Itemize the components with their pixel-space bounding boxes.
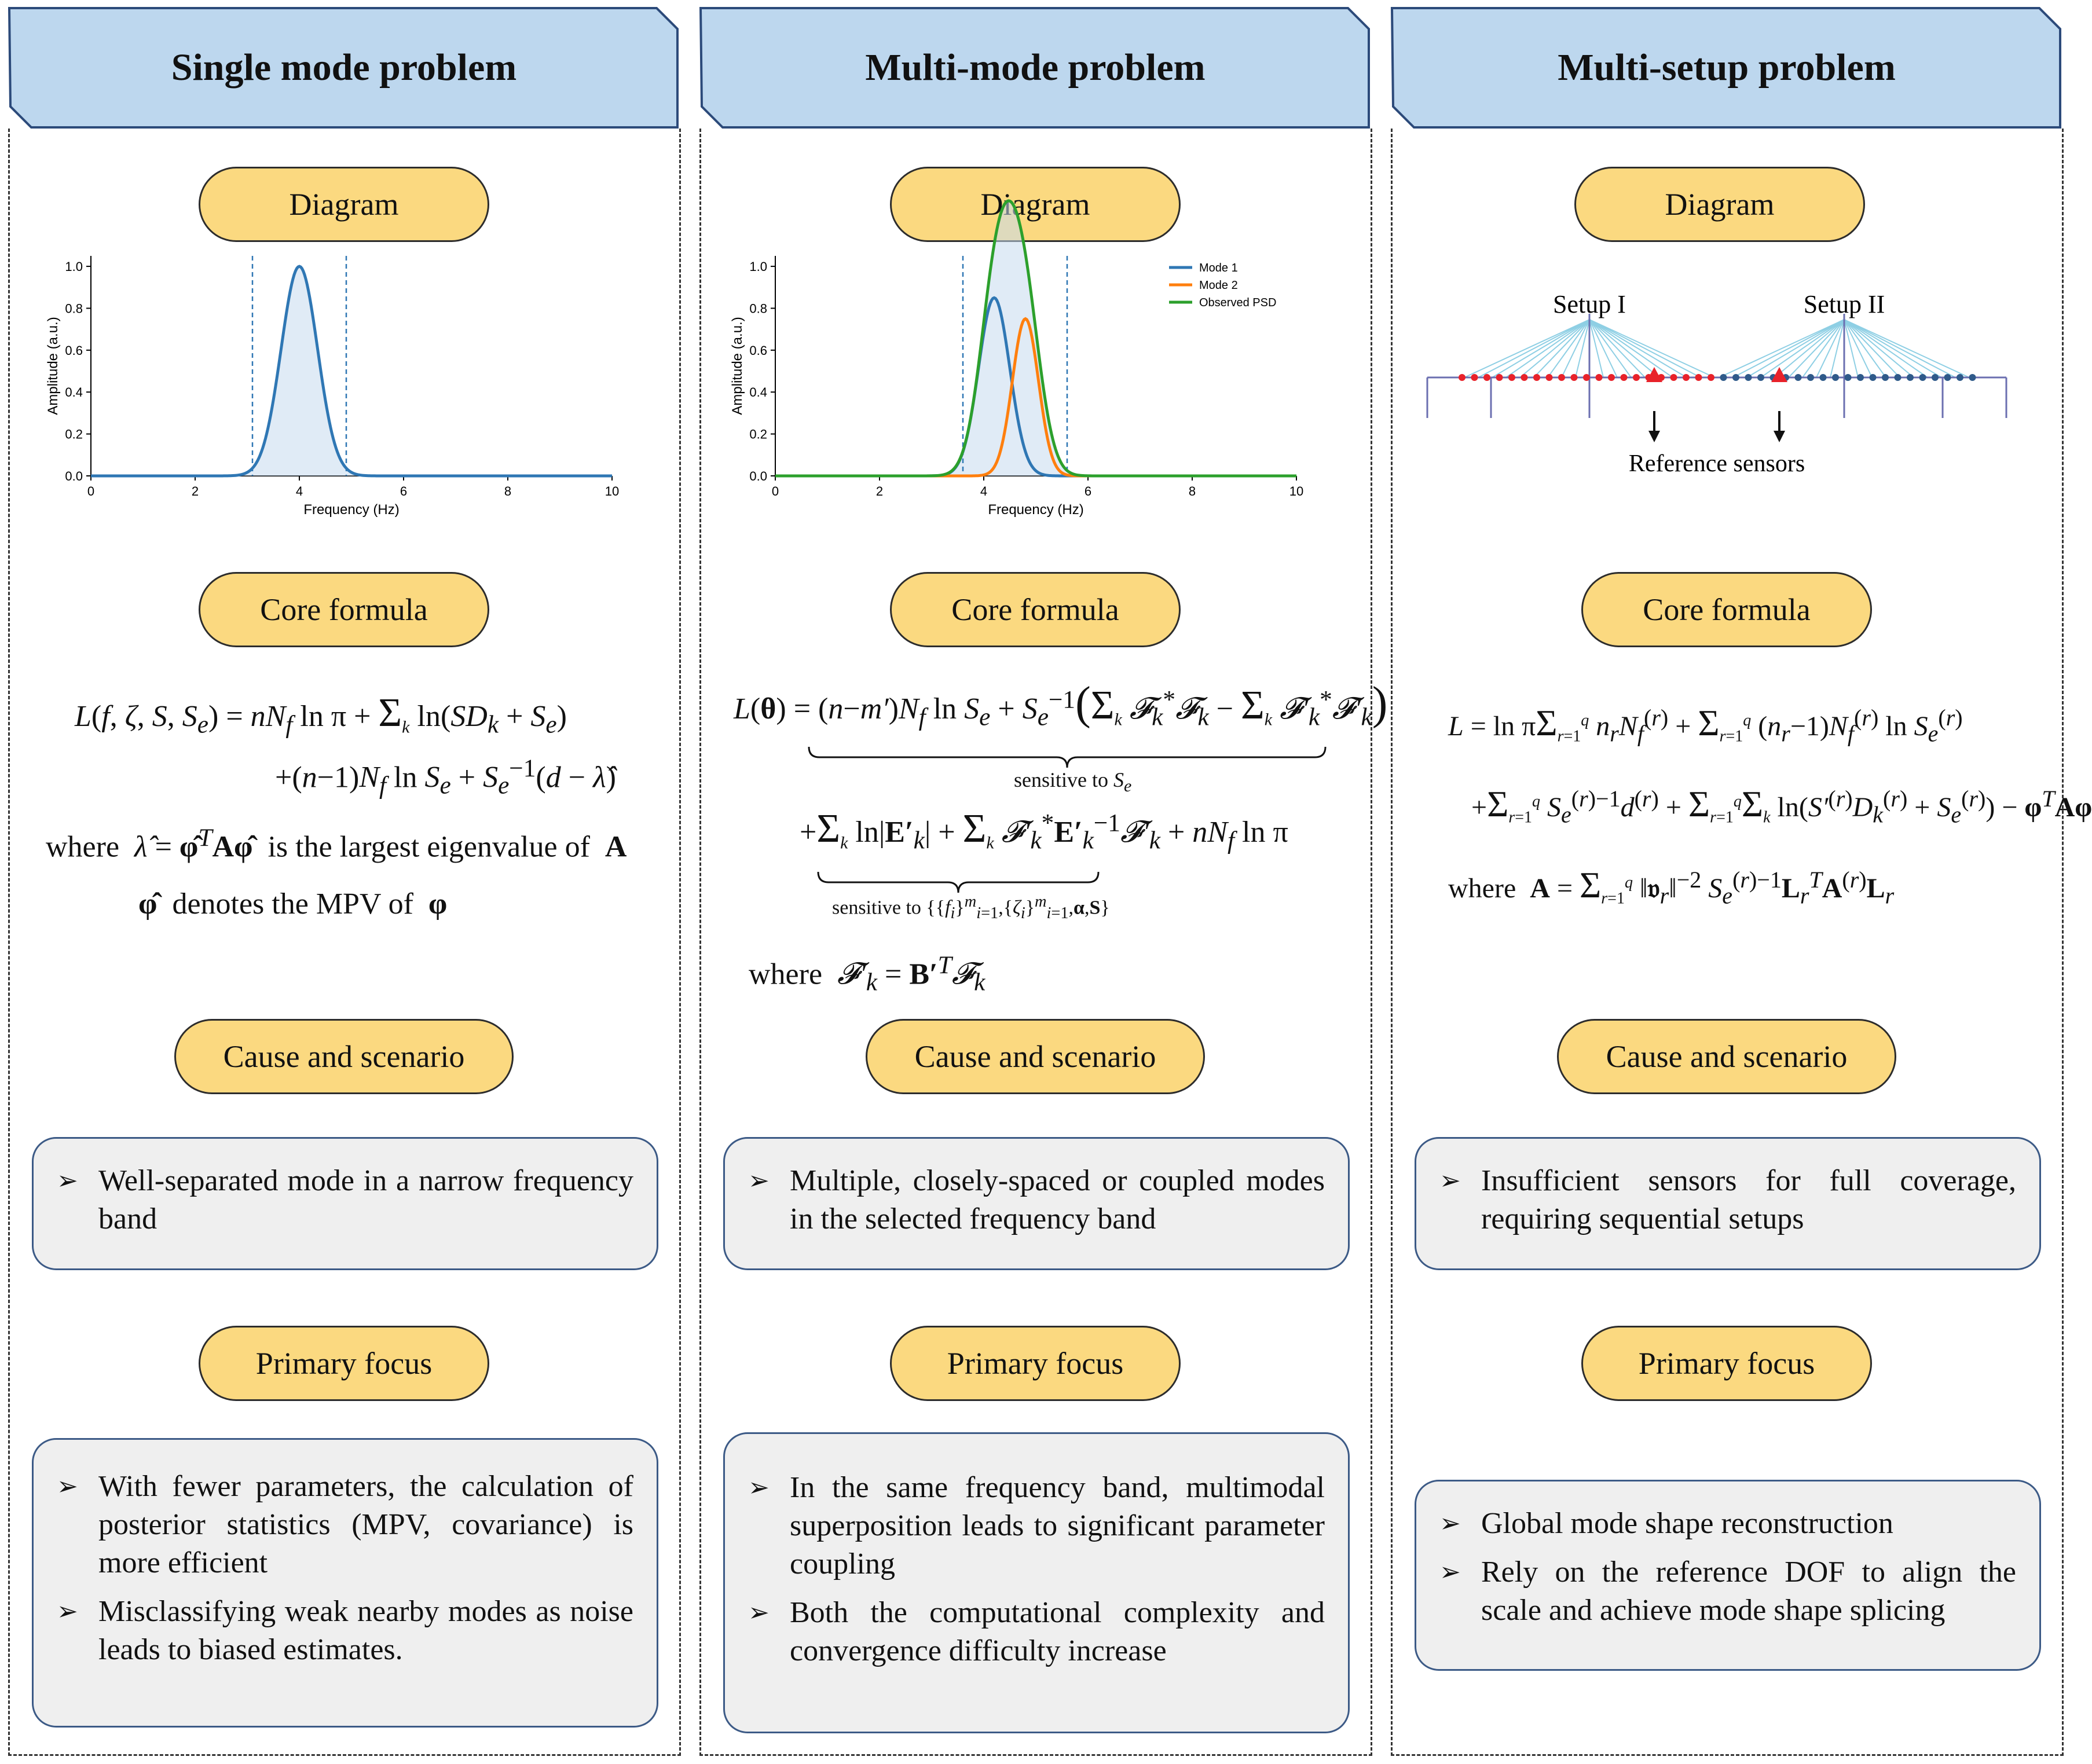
down-arrow-icon [1774,431,1785,442]
bullet-item: ➢ With fewer parameters, the calculation of posterior statistics (MPV, covariance) is more efficient [57,1468,633,1582]
x-tick-label: 8 [1188,484,1196,498]
diagram-label: Diagram [199,167,489,242]
core-formula-label: Core formula [890,572,1181,647]
bullet-item: ➢ Global mode shape reconstruction [1439,1505,2016,1543]
setup-2-label: Setup II [1803,290,1885,318]
x-tick-label: 8 [504,484,512,498]
column-header [1391,7,2062,129]
sensor-dot [1608,374,1615,381]
sensor-dot [1907,374,1914,381]
sensor-dot [1919,374,1926,381]
focus-box [1415,1480,2041,1671]
stay-cable [1844,320,1955,377]
primary-focus-label: Primary focus [199,1326,489,1401]
stay-cable [1478,320,1589,377]
stay-cable [1506,320,1589,377]
sensor-dot [1870,374,1877,381]
single-mode-chart [45,250,641,545]
y-tick-label: 0.4 [749,385,767,400]
stay-cable [1844,320,1969,377]
column-title: Multi-mode problem [865,46,1206,89]
y-tick-label: 0.0 [749,469,767,483]
sensor-dot [1732,374,1739,381]
core-formula-label: Core formula [199,572,489,647]
stay-cable [1589,320,1645,377]
sensor-dot [1757,374,1764,381]
arrow-bullet-icon: ➢ [1439,1509,1461,1538]
arrow-bullet-icon: ➢ [57,1597,78,1626]
reference-sensors-label: Reference sensors [1628,450,1805,477]
stay-cable [1761,320,1844,377]
stay-cable [1719,320,1844,377]
stay-cable [1844,320,1928,377]
diagram-label: Diagram [890,167,1181,242]
stay-cable [1589,320,1701,377]
sensor-dot [1720,374,1727,381]
y-tick-label: 0.8 [65,301,83,316]
sensor-dot [1633,374,1640,381]
arrow-bullet-icon: ➢ [748,1473,770,1502]
y-axis-label: Amplitude (a.u.) [45,317,61,415]
shaded-area [91,266,612,476]
arrow-bullet-icon: ➢ [1439,1167,1461,1195]
legend-label: Mode 1 [1199,262,1238,274]
bridge-structure [1427,314,2006,418]
column-title: Multi-setup problem [1558,46,1896,89]
sensor-dot [1820,374,1827,381]
x-tick-label: 6 [1084,484,1092,498]
series-line [91,266,612,476]
y-tick-label: 1.0 [65,259,83,274]
bullet-item: ➢ Well-separated mode in a narrow frequency band [57,1162,633,1238]
y-tick-label: 0.0 [65,469,83,483]
stay-cable [1534,320,1589,377]
arrow-bullet-icon: ➢ [1439,1558,1461,1586]
cause-box [723,1137,1350,1270]
sensor-dot [1795,374,1802,381]
sensor-dot [1483,374,1490,381]
x-tick-label: 0 [87,484,95,498]
cause-box [32,1137,658,1270]
x-axis-label: Frequency (Hz) [303,502,400,518]
column-body: Diagram 0 2 4 6 8 10 0.0 0.2 0.4 0.6 0.8 1.0 Frequency (Hz) Amplitude (a.u.) Core formula L(f, ζ, S, $S_e) = nN_f$ $\ln \pi + \Sigma_k$ $\ln(SD_k + S_e)$ $+(n-1)N_f$ $\ln S_e + S_e^{-1}(d$ − λ̂) where λ̂ = φ̂$^T$Aφ̂ is the largest eigenvalue of A φ̂ denotes the MPV of φ Cause and scenario ➢ Well-separated mode in a narrow frequency band Primary focus ➢ With fewer parameters, the calculation of posterior statistics (MPV, covariance) is more efficient ➢ Misclassifying weak nearby modes as noise leads to biased estimates. [8,129,681,1756]
column-multi-setup [1391,7,2092,1755]
cause-label: Cause and scenario [866,1019,1205,1094]
legend-label: Observed PSD [1199,296,1277,309]
y-tick-label: 0.6 [749,343,767,358]
x-axis-label: Frequency (Hz) [988,502,1084,518]
sensor-dot [1471,374,1478,381]
sensor-dot [1745,374,1752,381]
x-tick-label: 0 [771,484,779,498]
y-tick-label: 0.4 [65,385,83,400]
bridge-diagram [1427,279,2053,522]
y-tick-label: 0.2 [749,427,767,442]
multi-mode-chart [729,250,1354,545]
sensor-dot [1807,374,1814,381]
sensor-dot [1533,374,1540,381]
sensor-dot [1521,374,1528,381]
arrow-bullet-icon: ➢ [748,1167,770,1195]
bullet-item: ➢ Rely on the reference DOF to align the scale and achieve mode shape splicing [1439,1553,2016,1630]
primary-focus-label: Primary focus [1581,1326,1872,1401]
sensor-dot [1695,374,1702,381]
sensor-dot [1857,374,1864,381]
stay-cable [1464,320,1589,377]
column-multi-mode [699,7,1388,1755]
x-tick-label: 6 [400,484,408,498]
column-body: Diagram Setup I Setup II Reference sensors Core formula $L = \ln \pi\Sigma_{r=1}^q$ $n_rN_f^{(r)} + \Sigma_{r=1}^q$ $(n_r-1)N_f^{(r)}$ $\ln S_e^{(r)}$ $+\Sigma_{r=1}^q$ $S_e^{(r)-1}d^{(r)} + \Sigma_{r=1}^q\Sigma_k$ $\ln(S'^{(r)}D_k^{(r)} + S_e^{(r)}) - \varphi^TA\varphi$ where $A = \Sigma_{r=1}^q$ ‖𝔳$_r$‖$^{-2}$ $S_e^{(r)-1}L_r^TA^{(r)}L_r$ Cause and scenario ➢ Insufficient sensors for full coverage, requiring sequential setups Primary focus ➢ Global mode shape reconstruction ➢ Rely on the reference DOF to align the scale and achieve mode shape splicing [1391,129,2064,1756]
focus-box [723,1432,1350,1733]
sensor-dot [1508,374,1515,381]
sensor-dot [1583,374,1590,381]
x-tick-label: 2 [875,484,884,498]
y-tick-label: 1.0 [749,259,767,274]
sensor-dot [1944,374,1951,381]
stay-cable [1844,320,1941,377]
sensor-dot [1683,374,1690,381]
reference-arrows [1648,411,1785,442]
sensor-dot [1558,374,1565,381]
core-formula-label: Core formula [1581,572,1872,647]
stay-cable [1733,320,1844,377]
sensor-dot [1496,374,1503,381]
stay-cable [1589,320,1673,377]
column-header [8,7,680,129]
y-tick-label: 0.2 [65,427,83,442]
sensor-dot [1670,374,1677,381]
bullet-item: ➢ Insufficient sensors for full coverage, requiring sequential setups [1439,1162,2016,1238]
cause-label: Cause and scenario [1557,1019,1896,1094]
sensor-markers [1459,367,1976,382]
down-arrow-icon [1648,431,1660,442]
cause-label: Cause and scenario [174,1019,514,1094]
x-tick-label: 2 [191,484,199,498]
focus-box [32,1438,658,1728]
arrow-bullet-icon: ➢ [748,1598,770,1627]
y-tick-label: 0.8 [749,301,767,316]
sensor-dot [1845,374,1852,381]
setup-1-label: Setup I [1553,290,1626,318]
sensor-dot [1708,374,1714,381]
arrow-bullet-icon: ➢ [57,1472,78,1501]
stay-cable [1844,320,1900,377]
sensor-dot [1621,374,1628,381]
bullet-item: ➢ Misclassifying weak nearby modes as noise leads to biased estimates. [57,1593,633,1669]
x-tick-label: 10 [1289,484,1304,498]
arrow-bullet-icon: ➢ [57,1167,78,1195]
column-title: Single mode problem [171,46,517,89]
column-single-mode [8,7,680,1755]
diagram-label: Diagram [1574,167,1865,242]
sensor-dot [1957,374,1963,381]
legend-label: Mode 2 [1199,279,1238,292]
sensor-dot [1546,374,1553,381]
stay-cable [1747,320,1844,377]
sensor-dot [1459,374,1466,381]
sensor-dot [1969,374,1976,381]
stay-cable [1589,320,1714,377]
bullet-item: ➢ Both the computational complexity and convergence difficulty increase [748,1594,1325,1670]
primary-focus-label: Primary focus [890,1326,1181,1401]
cause-box [1415,1137,2041,1270]
y-axis-label: Amplitude (a.u.) [730,317,745,415]
bullet-item: ➢ Multiple, closely-spaced or coupled modes in the selected frequency band [748,1162,1325,1238]
stay-cable [1492,320,1589,377]
stay-cable [1789,320,1844,377]
column-header [699,7,1371,129]
sensor-dot [1832,374,1839,381]
stay-cable [1589,320,1687,377]
sensor-dot [1571,374,1578,381]
stay-cables [1464,320,1969,377]
sensor-dot [1895,374,1902,381]
x-tick-label: 4 [295,484,303,498]
column-body: Diagram 0 2 4 6 8 10 0.0 0.2 0.4 0.6 0.8 1.0 Frequency (Hz) Amplitude (a.u.) Mode 1 Mode 2 Observed PSD Core formula $L(\theta) = (n-m')N_f$ $\ln S_e + S_e^{-1}(\Sigma_k$ 𝓕$_k$*𝓕$_k$ − $\Sigma_k$ $𝓕'_k^*𝓕'_k$) sensitive to $S_e$ $+\Sigma_k$ $\ln|E'_k| + \Sigma_k$ $𝓕'_k^*E'_k^{-1}𝓕'_k + nN_f$ ln π sensitive to $\{\{f_i\}^m_{i=1},\{\zeta_i\}^m_{i=1},\alpha,S\}$ where $𝓕'_k$ = $B'^T𝓕_k$ Cause and scenario ➢ Multiple, closely-spaced or coupled modes in the selected frequency band Primary focus ➢ In the same frequency band, multimodal superposition leads to significant parameter coupling ➢ Both the computational complexity and convergence difficulty increase [699,129,1372,1756]
bullet-item: ➢ In the same frequency band, multimodal superposition leads to significant parameter coupling [748,1469,1325,1583]
sensor-dot [1932,374,1939,381]
x-tick-label: 4 [980,484,988,498]
sensor-dot [1596,374,1603,381]
x-tick-label: 10 [604,484,620,498]
y-tick-label: 0.6 [65,343,83,358]
sensor-dot [1882,374,1889,381]
